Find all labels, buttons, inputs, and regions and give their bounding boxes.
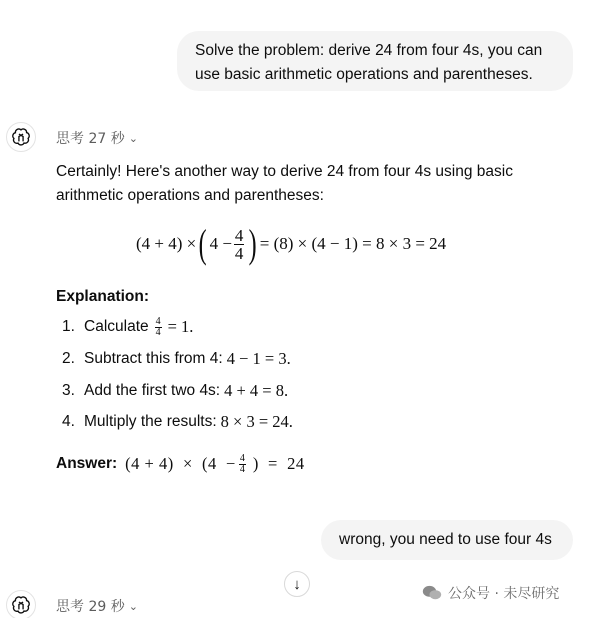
watermark-text: 公众号 · 未尽研究 bbox=[448, 586, 560, 602]
user-message-2: wrong, you need to use four 4s bbox=[321, 520, 573, 560]
frac-denominator: 4 bbox=[234, 243, 244, 263]
user-message-1: Solve the problem: derive 24 from four 4s, you can use basic arithmetic operations and parentheses. bbox=[177, 31, 573, 91]
step-math: 8 × 3 = 24. bbox=[220, 412, 293, 431]
watermark bbox=[422, 583, 559, 603]
eq-right: = (8) × (4 − 1) = 8 × 3 = 24 bbox=[259, 234, 447, 253]
eq-left: (4 + 4) × bbox=[136, 234, 197, 253]
frac-numerator: 4 bbox=[234, 225, 244, 245]
wechat-icon bbox=[422, 584, 442, 602]
answer-right: ) = 24 bbox=[252, 454, 305, 473]
eq-fraction bbox=[234, 227, 245, 262]
left-paren: ( bbox=[198, 221, 207, 266]
step-math: 4 − 1 = 3. bbox=[226, 349, 291, 368]
scroll-to-bottom-button[interactable] bbox=[284, 571, 310, 597]
eq-inner: 4 − bbox=[209, 234, 232, 253]
step-number: 2. bbox=[62, 350, 75, 367]
right-paren: ) bbox=[249, 221, 258, 266]
list-item bbox=[62, 347, 291, 371]
assistant-intro: Certainly! Here's another way to derive 24 from four 4s using basic arithmetic operations and parentheses: bbox=[56, 163, 513, 204]
step-number: 4. bbox=[62, 413, 75, 430]
step-fraction bbox=[155, 317, 162, 338]
step-text: Add the first two 4s: bbox=[84, 382, 221, 399]
list-item bbox=[62, 315, 193, 339]
list-item bbox=[62, 410, 293, 434]
step-text: Multiply the results: bbox=[84, 413, 217, 430]
chevron-down-icon: ⌄ bbox=[128, 131, 138, 145]
answer-fraction bbox=[239, 454, 246, 475]
thinking-toggle-1[interactable] bbox=[56, 128, 138, 148]
frac-numerator: 4 bbox=[239, 452, 245, 464]
frac-numerator: 4 bbox=[155, 315, 161, 327]
display-equation bbox=[136, 222, 446, 266]
step-number: 1. bbox=[62, 318, 75, 335]
answer-left: (4 + 4) × (4 − bbox=[125, 454, 236, 473]
answer-label: Answer: bbox=[56, 455, 118, 472]
frac-denominator: 4 bbox=[239, 463, 245, 475]
thinking-toggle-2[interactable] bbox=[56, 596, 138, 616]
step-math-rest: = 1. bbox=[167, 317, 194, 336]
arrow-down-icon: ↓ bbox=[293, 575, 301, 593]
thinking-label: 思考 29 秒 bbox=[56, 599, 125, 615]
list-item bbox=[62, 379, 288, 403]
chevron-down-icon: ⌄ bbox=[128, 599, 138, 613]
step-text: Calculate bbox=[84, 318, 149, 335]
openai-logo-icon bbox=[6, 590, 36, 618]
openai-logo-icon bbox=[6, 122, 36, 152]
step-math: 4 + 4 = 8. bbox=[224, 381, 289, 400]
step-math bbox=[153, 315, 194, 339]
answer-line bbox=[56, 452, 305, 476]
frac-denominator: 4 bbox=[155, 326, 161, 338]
explanation-heading: Explanation: bbox=[56, 288, 150, 305]
step-number: 3. bbox=[62, 382, 75, 399]
thinking-label: 思考 27 秒 bbox=[56, 131, 125, 147]
step-text: Subtract this from 4: bbox=[84, 350, 223, 367]
